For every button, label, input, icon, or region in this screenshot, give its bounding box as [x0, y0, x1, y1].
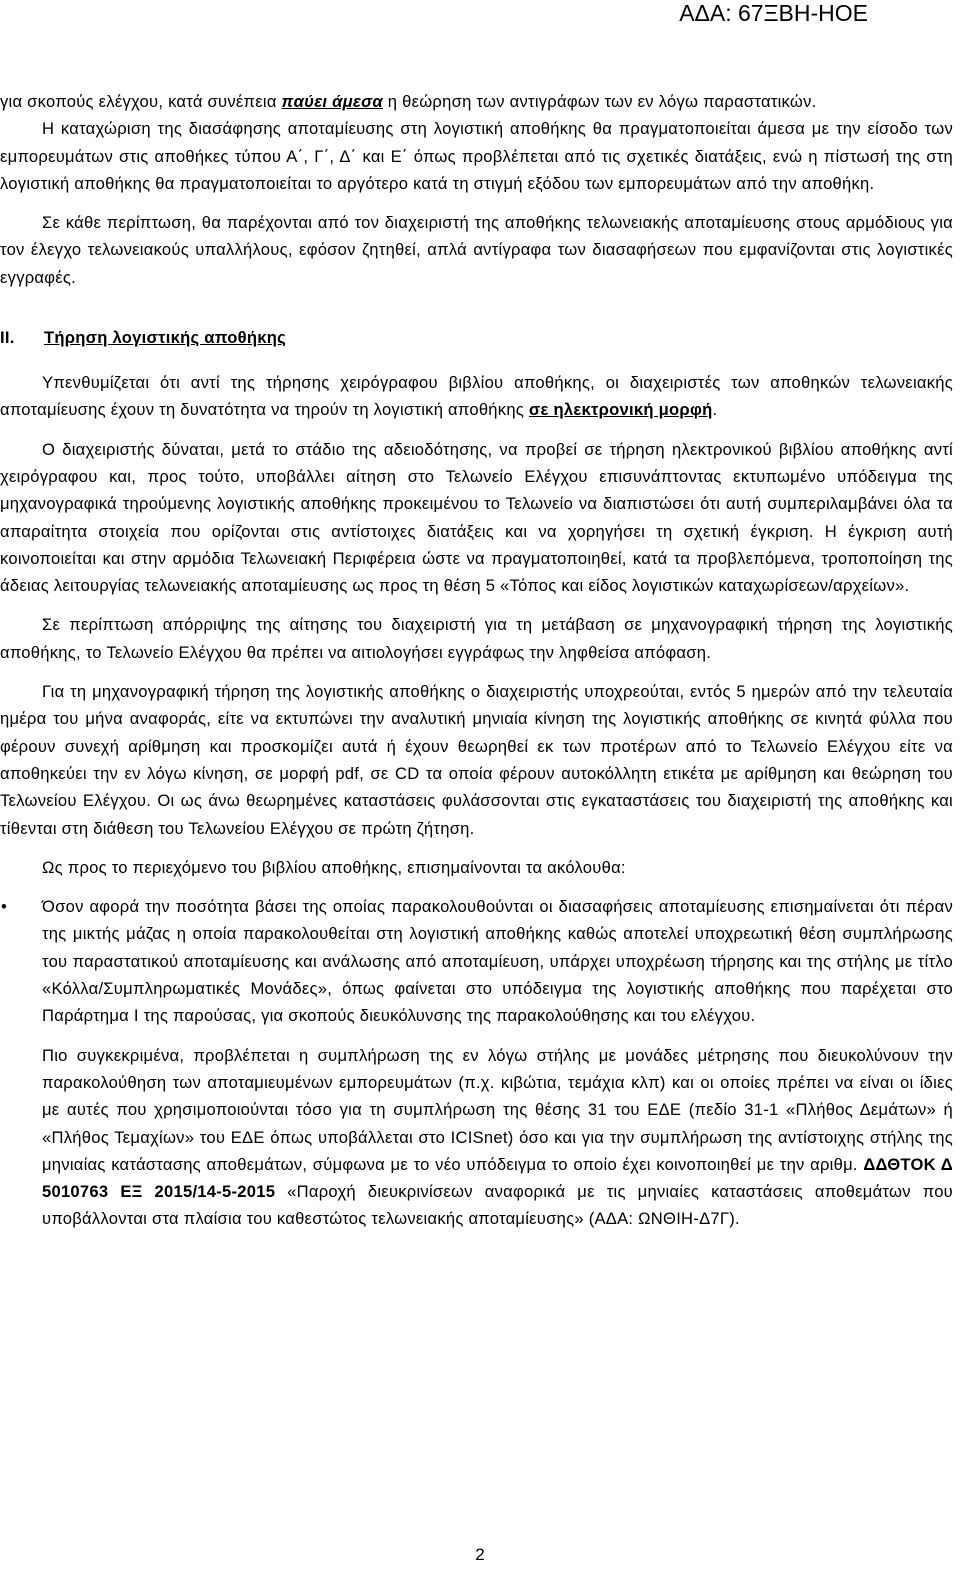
paragraph-9: Πιο συγκεκριμένα, προβλέπεται η συμπλήρωση της εν λόγω στήλης με μονάδες μέτρησης που διευκολύνουν την παρακολούθηση των αποταμιευμένων εμπορευμάτων (π.χ. κιβώτια, τεμάχια κλπ) και οι οποίες πρέπει να είναι οι ίδιες με αυτές που χρησιμοποιούνται τόσο για τη συμπλήρωση της θέσης 31 του ΕΔΕ (πεδίο 31-1 «Πλήθος Δεμάτων» ή «Πλήθος Τεμαχίων» του ΕΔΕ όπως υποβάλλεται στο ICISnet) όσο και για την συμπλήρωση της αντίστοιχης στήλης της μηνιαίας κατάστασης αποθεμάτων, σύμφωνα με το νέο υπόδειγμα το οποίο έχει κοινοποιηθεί με την αριθμ. ΔΔΘΤΟΚ Δ 5010763 ΕΞ 2015/14-5-2015 «Παροχή διευκρινίσεων αναφορικά με τις μηνιαίες καταστάσεις αποθεμάτων που υποβάλλονται στα πλαίσια του καθεστώτος τελωνειακής αποταμίευσης» (ΑΔΑ: ΩΝΘΙΗ-Δ7Γ).	[42, 1045, 953, 1229]
paragraph-2: Η καταχώριση της διασάφησης αποταμίευσης στη λογιστική αποθήκης θα πραγματοποιείται άμεσα με την είσοδο των εμπορευμάτων στις αποθήκες τύπου Α΄, Γ΄, Δ΄ και Ε΄ όπως προβλέπεται από τις σχετικές διατάξεις, ενώ η πίστωσή της στη λογιστική αποθήκης θα πραγματοποιείται το αργότερο κατά τη στιγμή εξόδου των εμπορευμάτων από την αποθήκη.	[0, 119, 953, 193]
section-title: Τήρηση λογιστικής αποθήκης	[44, 328, 286, 348]
bullet-icon: •	[1, 897, 8, 917]
paragraph-7: Για τη μηχανογραφική τήρηση της λογιστικής αποθήκης ο διαχειριστής υποχρεούται, εντός 5 ημερών από την τελευταία ημέρα του μήνα αναφοράς, είτε να εκτυπώνει την αναλυτική μηνιαία κίνηση της λογιστικής αποθήκης σε κινητά φύλλα που φέρουν συνεχή αρίθμηση και προσκομίζει αυτά ή έχουν θεωρηθεί εκ των προτέρων από το Τελωνείο Ελέγχου είτε να αποθηκεύει την εν λόγω κίνηση, σε μορφή pdf, σε CD τα οποία φέρουν αυτοκόλλητη ετικέτα με αρίθμηση και θεώρηση του Τελωνείου Ελέγχου. Οι ως άνω θεωρημένες καταστάσεις φυλάσσονται στις εγκαταστάσεις του διαχειριστή της αποθήκης και τίθενται στη διάθεση του Τελωνείου Ελέγχου σε πρώτη ζήτηση.	[0, 682, 953, 838]
section-number: II.	[0, 328, 15, 348]
paragraph-9-block	[0, 1042, 953, 1233]
ada-code: ΑΔΑ: 67ΞΒΗ-ΗΟΕ	[679, 0, 868, 26]
bullet-text: Όσον αφορά την ποσότητα βάσει της οποίας παρακολουθούνται οι διασαφήσεις αποταμίευσης επισημαίνεται ότι πέραν της μικτής μάζας η οποία παρακολουθείται στη λογιστική αποθήκης καθώς αποτελεί υποχρεωτική θέση συμπλήρωσης του παραστατικού αποταμίευσης και ανάλωσης από αποταμίευση, υπάρχει υποχρέωση τήρησης και της στήλης με τίτλο «Κόλλα/Συμπληρωματικές Μονάδες», όπως φαίνεται στο υπόδειγμα της λογιστικής αποθήκης που παρέχεται στο Παράρτημα Ι της παρούσας, για σκοπούς διευκόλυνσης της παρακολούθησης και του ελέγχου.	[42, 897, 953, 1026]
paragraph-1: για σκοπούς ελέγχου, κατά συνέπεια παύει άμεσα η θεώρηση των αντιγράφων των εν λόγω παραστατικών.	[0, 92, 817, 111]
paragraph-4: Υπενθυμίζεται ότι αντί της τήρησης χειρόγραφου βιβλίου αποθήκης, οι διαχειριστές των αποθηκών τελωνειακής αποταμίευσης έχουν τη δυνατότητα να τηρούν τη λογιστική αποθήκης σε ηλεκτρονική μορφή.	[0, 373, 953, 420]
emphasis-stop-immediately: παύει άμεσα	[281, 92, 383, 111]
decision-reference: ΔΔΘΤΟΚ Δ 5010763 ΕΞ 2015/14-5-2015	[42, 1154, 953, 1202]
paragraph-3: Σε κάθε περίπτωση, θα παρέχονται από τον διαχειριστή της αποθήκης τελωνειακής αποταμίευσης στους αρμόδιους για τον έλεγχο τελωνειακούς υπαλλήλους, εφόσον ζητηθεί, απλά αντίγραφα των διασαφήσεων που εμφανίζονται στις λογιστικές εγγραφές.	[0, 213, 953, 287]
paragraph-6: Σε περίπτωση απόρριψης της αίτησης του διαχειριστή για τη μετάβαση σε μηχανογραφική τήρηση της λογιστικής αποθήκης, το Τελωνείο Ελέγχου θα πρέπει να αιτιολογήσει εγγράφως την ληφθείσα απόφαση.	[0, 615, 953, 662]
page-number: 2	[475, 1545, 485, 1564]
document-body	[0, 88, 953, 1233]
paragraph-8: Ως προς το περιεχόμενο του βιβλίου αποθήκης, επισημαίνονται τα ακόλουθα:	[42, 857, 626, 877]
section-heading	[0, 324, 953, 351]
paragraph-5: Ο διαχειριστής δύναται, μετά το στάδιο της αδειοδότησης, να προβεί σε τήρηση ηλεκτρονικού βιβλίου αποθήκης αντί χειρόγραφου και, προς τούτο, υποβάλλει αίτηση στο Τελωνείο Ελέγχου επισυνάπτοντας εκτυπωμένο υπόδειγμα της μηχανογραφικά τηρούμενης λογιστικής αποθήκης προκειμένου το Τελωνείο να διαπιστώσει ότι αυτή συμπεριλαμβάνει όλα τα απαραίτητα στοιχεία που ορίζονται στις αντίστοιχες διατάξεις και να χορηγήσει τη σχετική έγκριση. Η έγκριση αυτή κοινοποιείται και στην αρμόδια Τελωνειακή Περιφέρεια ώστε να πραγματοποιηθεί, κατά τα προβλεπόμενα, τροποποίηση της άδειας λειτουργίας τελωνειακής αποταμίευσης ως προς τη θέση 5 «Τόπος και είδος λογιστικών καταχωρίσεων/αρχείων».	[0, 439, 953, 596]
emphasis-electronic-form: σε ηλεκτρονική μορφή	[528, 400, 713, 420]
bullet-item	[0, 893, 953, 1029]
